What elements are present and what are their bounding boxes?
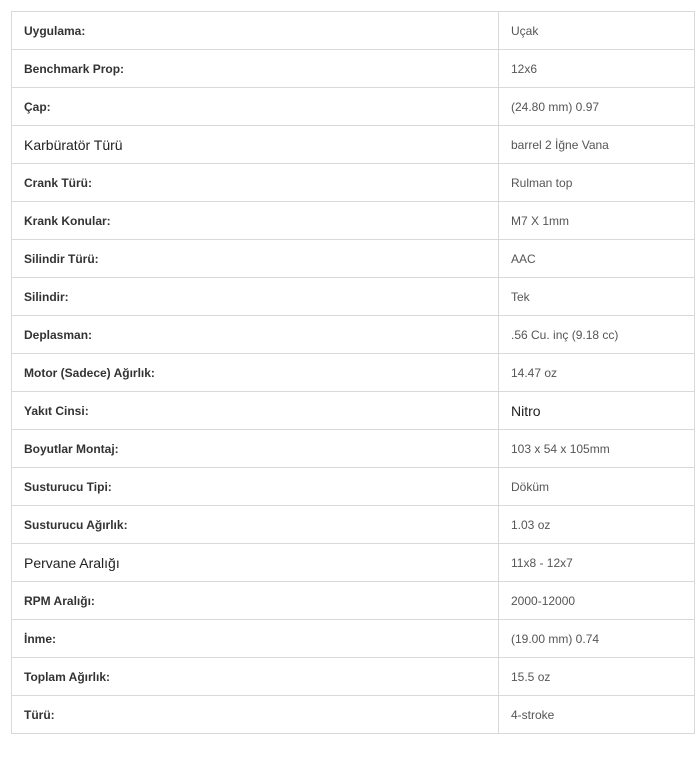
spec-table (11, 11, 695, 734)
spec-value: Uçak (499, 12, 695, 50)
spec-label: Deplasman: (12, 316, 499, 354)
spec-value: 4-stroke (499, 696, 695, 734)
spec-label: Türü: (12, 696, 499, 734)
spec-label: Uygulama: (12, 12, 499, 50)
spec-label: Susturucu Ağırlık: (12, 506, 499, 544)
table-row (12, 468, 695, 506)
table-row (12, 506, 695, 544)
table-row (12, 126, 695, 164)
spec-label: Crank Türü: (12, 164, 499, 202)
spec-value: .56 Cu. inç (9.18 cc) (499, 316, 695, 354)
spec-value: Tek (499, 278, 695, 316)
spec-label: Silindir: (12, 278, 499, 316)
table-row (12, 392, 695, 430)
spec-value: 14.47 oz (499, 354, 695, 392)
spec-value: 1.03 oz (499, 506, 695, 544)
table-row (12, 88, 695, 126)
table-row (12, 544, 695, 582)
spec-label: Pervane Aralığı (12, 544, 499, 582)
spec-value: Döküm (499, 468, 695, 506)
spec-label: Susturucu Tipi: (12, 468, 499, 506)
spec-value: 2000-12000 (499, 582, 695, 620)
table-row (12, 696, 695, 734)
spec-label: Krank Konular: (12, 202, 499, 240)
spec-label: RPM Aralığı: (12, 582, 499, 620)
spec-value: barrel 2 İğne Vana (499, 126, 695, 164)
table-row (12, 240, 695, 278)
table-row (12, 354, 695, 392)
table-row (12, 278, 695, 316)
spec-value: (24.80 mm) 0.97 (499, 88, 695, 126)
spec-label: Çap: (12, 88, 499, 126)
spec-value: 15.5 oz (499, 658, 695, 696)
spec-value: AAC (499, 240, 695, 278)
table-row (12, 12, 695, 50)
spec-value: 12x6 (499, 50, 695, 88)
spec-label: Toplam Ağırlık: (12, 658, 499, 696)
spec-label: Motor (Sadece) Ağırlık: (12, 354, 499, 392)
spec-value: Nitro (499, 392, 695, 430)
table-row (12, 202, 695, 240)
table-row (12, 430, 695, 468)
table-row (12, 658, 695, 696)
table-row (12, 164, 695, 202)
table-row (12, 582, 695, 620)
spec-value: 11x8 - 12x7 (499, 544, 695, 582)
spec-label: Silindir Türü: (12, 240, 499, 278)
spec-label: Boyutlar Montaj: (12, 430, 499, 468)
spec-value: 103 x 54 x 105mm (499, 430, 695, 468)
spec-label: Benchmark Prop: (12, 50, 499, 88)
table-row (12, 316, 695, 354)
spec-label: İnme: (12, 620, 499, 658)
spec-value: Rulman top (499, 164, 695, 202)
table-row (12, 50, 695, 88)
spec-value: (19.00 mm) 0.74 (499, 620, 695, 658)
spec-label: Karbüratör Türü (12, 126, 499, 164)
spec-label: Yakıt Cinsi: (12, 392, 499, 430)
spec-value: M7 X 1mm (499, 202, 695, 240)
table-row (12, 620, 695, 658)
